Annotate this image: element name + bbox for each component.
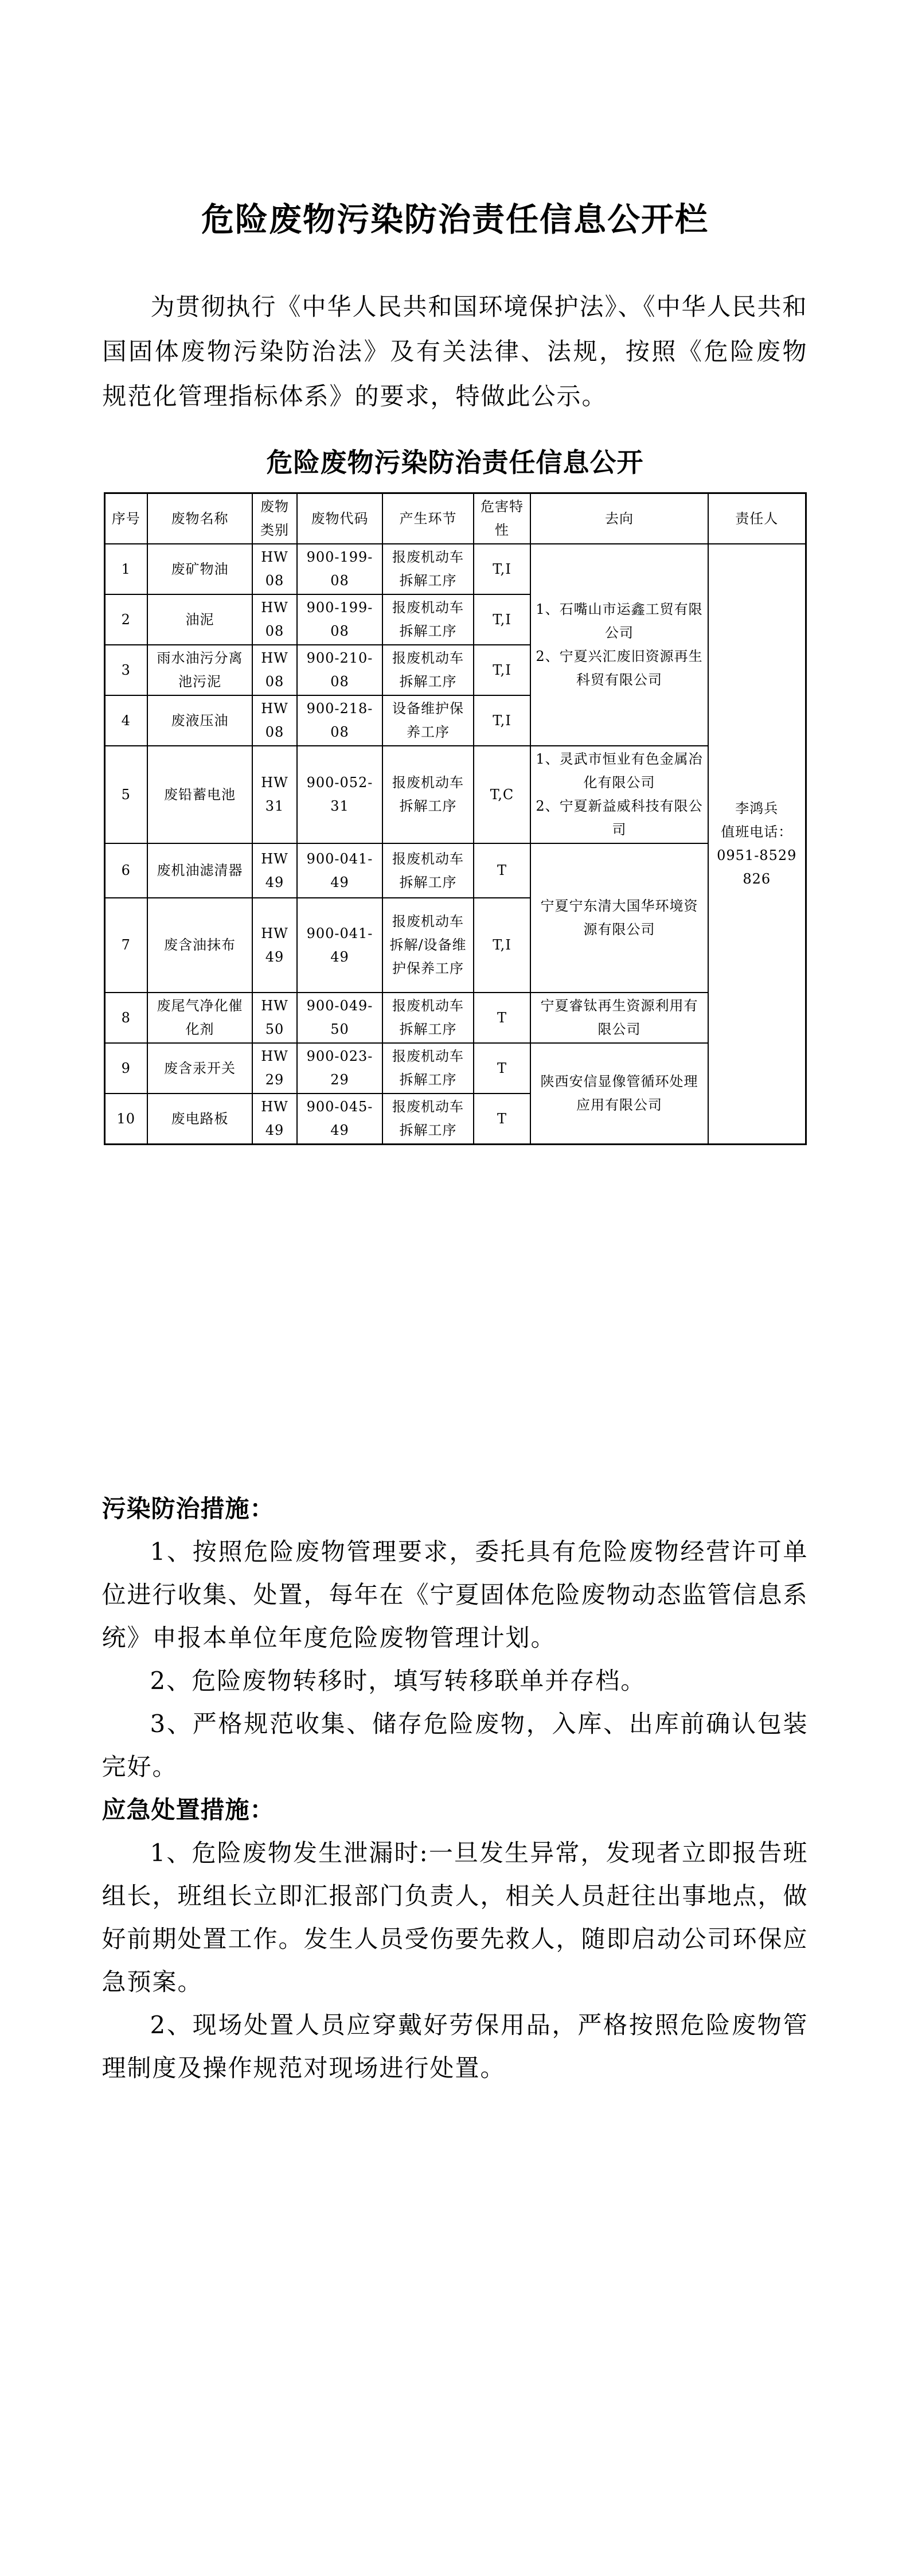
serial-cell: 8	[104, 993, 147, 1043]
name-cell: 废液压油	[147, 695, 252, 746]
destination-line: 陕西安信显像管循环处理应用有限公司	[540, 1073, 698, 1114]
table-row	[104, 1043, 806, 1094]
table-title: 危险废物污染防治责任信息公开	[266, 448, 644, 478]
code-cell: 900-041-49	[297, 898, 382, 993]
category-cell: HW08	[252, 544, 297, 594]
stage-cell: 报废机动车拆解工序	[382, 544, 474, 594]
stage-cell: 报废机动车拆解/设备维护保养工序	[382, 898, 474, 993]
destination-cell	[530, 544, 708, 746]
name-cell: 废含油抹布	[147, 898, 252, 993]
col-header-serial: 序号	[104, 493, 147, 544]
stage-cell: 报废机动车拆解工序	[382, 993, 474, 1043]
col-header-destination: 去向	[530, 493, 708, 544]
serial-cell: 9	[104, 1043, 147, 1094]
col-header-code: 废物代码	[297, 493, 382, 544]
hazard-cell: T	[474, 1043, 530, 1094]
document-title: 危险废物污染防治责任信息公开栏	[201, 201, 709, 238]
destination-line: 1、灵武市恒业有色金属冶化有限公司	[536, 751, 703, 791]
code-cell: 900-052-31	[297, 746, 382, 843]
emergency-item: 1、危险废物发生泄漏时:一旦发生异常，发现者立即报告班组长，班组长立即汇报部门负责人，相关人员赶往出事地点，做好前期处置工作。发生人员受伤要先救人，随即启动公司环保应急预案。	[101, 1839, 809, 1997]
name-cell: 废铅蓄电池	[147, 746, 252, 843]
hazard-cell: T,C	[474, 746, 530, 843]
name-cell: 废电路板	[147, 1094, 252, 1145]
category-cell: HW31	[252, 746, 297, 843]
name-cell: 油泥	[147, 594, 252, 645]
category-cell: HW08	[252, 594, 297, 645]
serial-cell: 10	[104, 1094, 147, 1145]
col-header-name: 废物名称	[147, 493, 252, 544]
measures-section	[102, 1487, 809, 2089]
category-cell: HW08	[252, 695, 297, 746]
destination-cell	[530, 1043, 708, 1145]
stage-cell: 报废机动车拆解工序	[382, 1043, 474, 1094]
emergency-item: 2、现场处置人员应穿戴好劳保用品，严格按照危险废物管理制度及操作规范对现场进行处置。	[101, 2011, 809, 2083]
measures-item: 2、危险废物转移时，填写转移联单并存档。	[150, 1667, 646, 1695]
name-cell: 废矿物油	[147, 544, 252, 594]
hazardous-waste-table	[104, 492, 807, 1145]
stage-cell: 报废机动车拆解工序	[382, 843, 474, 898]
stage-cell: 报废机动车拆解工序	[382, 1094, 474, 1145]
hazard-cell: T,I	[474, 695, 530, 746]
serial-cell: 3	[104, 645, 147, 695]
col-header-category: 废物类别	[252, 493, 297, 544]
stage-cell: 报废机动车拆解工序	[382, 746, 474, 843]
serial-cell: 7	[104, 898, 147, 993]
hazard-cell: T,I	[474, 898, 530, 993]
measures-item: 3、严格规范收集、储存危险废物，入库、出库前确认包装完好。	[101, 1710, 809, 1781]
serial-cell: 5	[104, 746, 147, 843]
destination-line: 宁夏宁东清大国华环境资源有限公司	[540, 898, 698, 938]
table-row	[104, 843, 806, 898]
hazard-cell: T,I	[474, 645, 530, 695]
serial-cell: 6	[104, 843, 147, 898]
emergency-heading: 应急处置措施：	[101, 1796, 275, 1824]
code-cell: 900-049-50	[297, 993, 382, 1043]
category-cell: HW49	[252, 843, 297, 898]
serial-cell: 1	[104, 544, 147, 594]
destination-cell	[530, 843, 708, 993]
code-cell: 900-199-08	[297, 544, 382, 594]
hazard-cell: T	[474, 843, 530, 898]
name-cell: 废尾气净化催化剂	[147, 993, 252, 1043]
responsible-phone: 0951-8529826	[717, 847, 797, 888]
code-cell: 900-045-49	[297, 1094, 382, 1145]
col-header-stage: 产生环节	[382, 493, 474, 544]
destination-line: 1、石嘴山市运鑫工贸有限公司	[536, 601, 703, 641]
category-cell: HW50	[252, 993, 297, 1043]
stage-cell: 报废机动车拆解工序	[382, 645, 474, 695]
responsible-name: 李鸿兵	[735, 800, 779, 817]
hazard-cell: T,I	[474, 594, 530, 645]
measures-item: 1、按照危险废物管理要求，委托具有危险废物经营许可单位进行收集、处置，每年在《宁夏固体危险废物动态监管信息系统》申报本单位年度危险废物管理计划。	[101, 1538, 809, 1652]
hazard-cell: T,I	[474, 544, 530, 594]
name-cell: 雨水油污分离池污泥	[147, 645, 252, 695]
hazard-cell: T	[474, 993, 530, 1043]
intro-paragraph: 为贯彻执行《中华人民共和国环境保护法》、《中华人民共和国固体废物污染防治法》及有关法律、法规，按照《危险废物规范化管理指标体系》的要求，特做此公示。	[102, 293, 808, 411]
serial-cell: 2	[104, 594, 147, 645]
name-cell: 废机油滤清器	[147, 843, 252, 898]
category-cell: HW49	[252, 1094, 297, 1145]
table-row	[104, 993, 806, 1043]
category-cell: HW49	[252, 898, 297, 993]
code-cell: 900-023-29	[297, 1043, 382, 1094]
destination-line: 2、宁夏兴汇废旧资源再生科贸有限公司	[536, 648, 703, 688]
table-header-row	[104, 493, 806, 544]
code-cell: 900-210-08	[297, 645, 382, 695]
name-cell: 废含汞开关	[147, 1043, 252, 1094]
destination-line: 宁夏睿钛再生资源利用有限公司	[540, 998, 698, 1038]
code-cell: 900-041-49	[297, 843, 382, 898]
col-header-hazard: 危害特性	[474, 493, 530, 544]
code-cell: 900-199-08	[297, 594, 382, 645]
stage-cell: 报废机动车拆解工序	[382, 594, 474, 645]
hazard-cell: T	[474, 1094, 530, 1145]
code-cell: 900-218-08	[297, 695, 382, 746]
destination-cell	[530, 746, 708, 843]
serial-cell: 4	[104, 695, 147, 746]
table-row	[104, 544, 806, 594]
table-row	[104, 746, 806, 843]
responsible-phone-label: 值班电话：	[721, 824, 793, 840]
col-header-responsible: 责任人	[708, 493, 806, 544]
category-cell: HW29	[252, 1043, 297, 1094]
category-cell: HW08	[252, 645, 297, 695]
stage-cell: 设备维护保养工序	[382, 695, 474, 746]
measures-heading: 污染防治措施：	[101, 1495, 275, 1523]
responsible-cell	[708, 544, 806, 1145]
destination-cell	[530, 993, 708, 1043]
destination-line: 2、宁夏新益威科技有限公司	[536, 798, 703, 838]
